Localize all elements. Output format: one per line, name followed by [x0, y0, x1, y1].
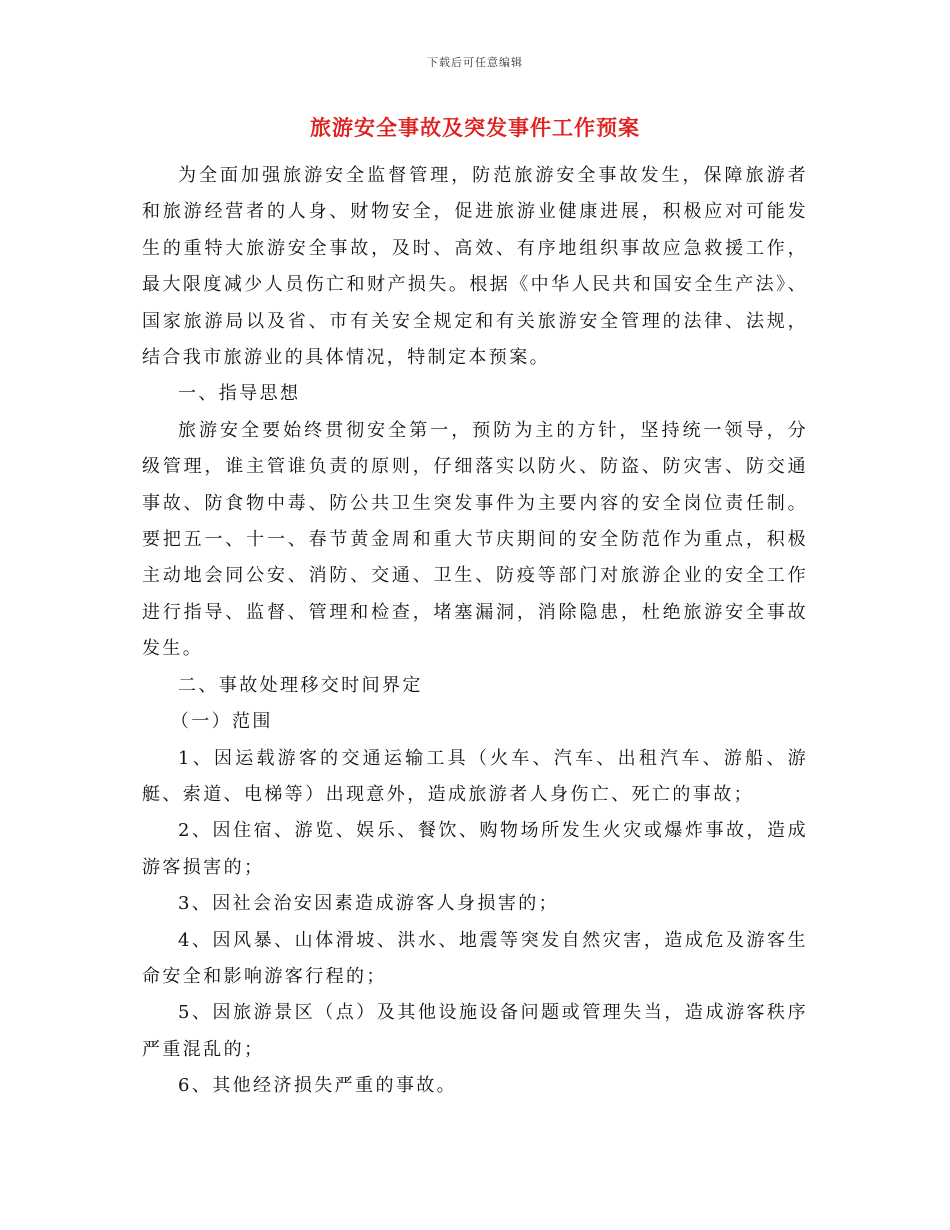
scope-item-5: 5、因旅游景区（点）及其他设施设备问题或管理失当，造成游客秩序严重混乱的； — [142, 1002, 808, 1060]
intro-paragraph: 为全面加强旅游安全监督管理，防范旅游安全事故发生，保障旅游者和旅游经营者的人身、财物安全，促进旅游业健康进展，积极应对可能发生的重特大旅游安全事故，及时、高效、有序地组织事故应急救援工作，最大限度减少人员伤亡和财产损失。根据《中华人民共和国安全生产法》、国家旅游局以及省、市有关安全规定和有关旅游安全管理的法律、法规，结合我市旅游业的具体情况，特制定本预案。 — [142, 165, 808, 369]
section-heading-guiding-ideology: 一、指导思想 — [178, 383, 301, 405]
scope-item-1: 1、因运载游客的交通运输工具（火车、汽车、出租汽车、游船、游艇、索道、电梯等）出现意外，造成旅游者人身伤亡、死亡的事故； — [142, 747, 808, 805]
scope-item-3: 3、因社会治安因素造成游客人身损害的； — [178, 893, 560, 915]
guiding-ideology-paragraph: 旅游安全要始终贯彻安全第一，预防为主的方针，坚持统一领导，分级管理，谁主管谁负责的原则，仔细落实以防火、防盗、防灾害、防交通事故、防食物中毒、防公共卫生突发事件为主要内容的安全岗位责任制。要把五一、十一、春节黄金周和重大节庆期间的安全防范作为重点，积极主动地会同公安、消防、交通、卫生、防疫等部门对旅游企业的安全工作进行指导、监督、管理和检查，堵塞漏洞，消除隐患，杜绝旅游安全事故发生。 — [142, 419, 808, 660]
subsection-heading-scope: （一）范围 — [170, 711, 273, 733]
section-heading-handover-timing: 二、事故处理移交时间界定 — [178, 674, 423, 696]
scope-item-2: 2、因住宿、游览、娱乐、餐饮、购物场所发生火灾或爆炸事故，造成游客损害的； — [142, 820, 808, 878]
document-body — [142, 158, 808, 1105]
header-note: 下载后可任意编辑 — [427, 56, 523, 69]
scope-item-6: 6、其他经济损失严重的事故。 — [178, 1075, 458, 1097]
scope-item-4: 4、因风暴、山体滑坡、洪水、地震等突发自然灾害，造成危及游客生命安全和影响游客行程的； — [142, 929, 808, 987]
document-title: 旅游安全事故及突发事件工作预案 — [310, 115, 640, 140]
